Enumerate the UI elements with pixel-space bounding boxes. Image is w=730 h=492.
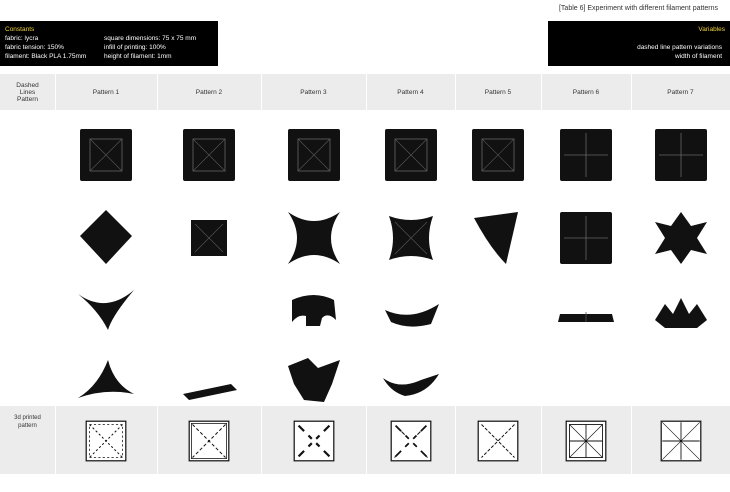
variable-width: width of filament (675, 53, 722, 60)
constants-box (0, 21, 218, 66)
sample-photo (76, 208, 136, 268)
constants-col-1 (5, 34, 86, 61)
column-header-pattern-1: Pattern 1 (92, 88, 120, 96)
column-header-pattern-6: Pattern 6 (572, 88, 600, 96)
printed-pattern-diagram (476, 419, 520, 463)
column-divider (455, 74, 456, 474)
sample-photo (76, 350, 136, 410)
printed-pattern-diagram (389, 419, 433, 463)
sample-photo (468, 125, 528, 185)
constant-tension: fabric tension: 150% (5, 44, 64, 51)
print-row-label-line: 3d printed (14, 415, 41, 421)
column-header-pattern-4: Pattern 4 (397, 88, 424, 96)
printed-pattern-diagram (564, 419, 608, 463)
sample-photo (381, 125, 441, 185)
column-divider (366, 74, 367, 474)
row-header-line: Dashed (16, 81, 39, 89)
variables-box (548, 21, 730, 66)
sample-photo (284, 350, 344, 410)
variables-title: Variables (698, 26, 725, 33)
constants-title: Constants (5, 26, 35, 33)
column-divider (55, 74, 56, 474)
column-divider (631, 74, 632, 474)
constant-fabric: fabric: lycra (5, 35, 39, 42)
printed-pattern-diagram (84, 419, 128, 463)
constants-col-2 (104, 34, 196, 61)
sample-photo (556, 125, 616, 185)
table-caption: [Table 6] Experiment with different filament patterns (558, 5, 718, 12)
column-divider (261, 74, 262, 474)
sample-photo (381, 208, 441, 268)
variable-pattern: dashed line pattern variations (637, 44, 722, 51)
sample-photo (76, 125, 136, 185)
sample-photo (284, 125, 344, 185)
sample-photo (179, 350, 239, 410)
row-header-line: Pattern (17, 95, 38, 103)
sample-photo (179, 208, 239, 268)
sample-photo (468, 208, 528, 268)
constant-height: height of filament: 1mm (104, 53, 172, 60)
column-header-pattern-3: Pattern 3 (300, 88, 327, 96)
constant-dimensions: square dimensions: 75 x 75 mm (104, 35, 197, 42)
printed-pattern-diagram (292, 419, 336, 463)
print-row-label (0, 414, 55, 430)
sample-photo (179, 125, 239, 185)
printed-pattern-diagram (659, 419, 703, 463)
column-header-pattern-2: Pattern 2 (195, 88, 223, 96)
print-row-label-line: pattern (18, 423, 37, 429)
printed-pattern-diagram (187, 419, 231, 463)
column-divider (541, 74, 542, 474)
column-header-pattern-7: Pattern 7 (667, 88, 694, 96)
variables-list (637, 43, 722, 61)
sample-photo (651, 208, 711, 268)
sample-photo (284, 286, 344, 346)
sample-photo (651, 286, 711, 346)
sample-photo (556, 208, 616, 268)
constant-infill: infill of printing: 100% (104, 44, 166, 51)
sample-photo (284, 208, 344, 268)
row-header-cell (0, 74, 55, 110)
sample-photo (651, 125, 711, 185)
sample-photo (381, 286, 441, 346)
row-header-line: Lines (19, 88, 36, 96)
column-header-pattern-5: Pattern 5 (484, 88, 512, 96)
constant-filament: filament: Black PLA 1.75mm (5, 53, 87, 60)
column-divider (157, 74, 158, 474)
sample-photo (381, 350, 441, 410)
sample-photo (76, 286, 136, 346)
sample-photo (556, 286, 616, 346)
